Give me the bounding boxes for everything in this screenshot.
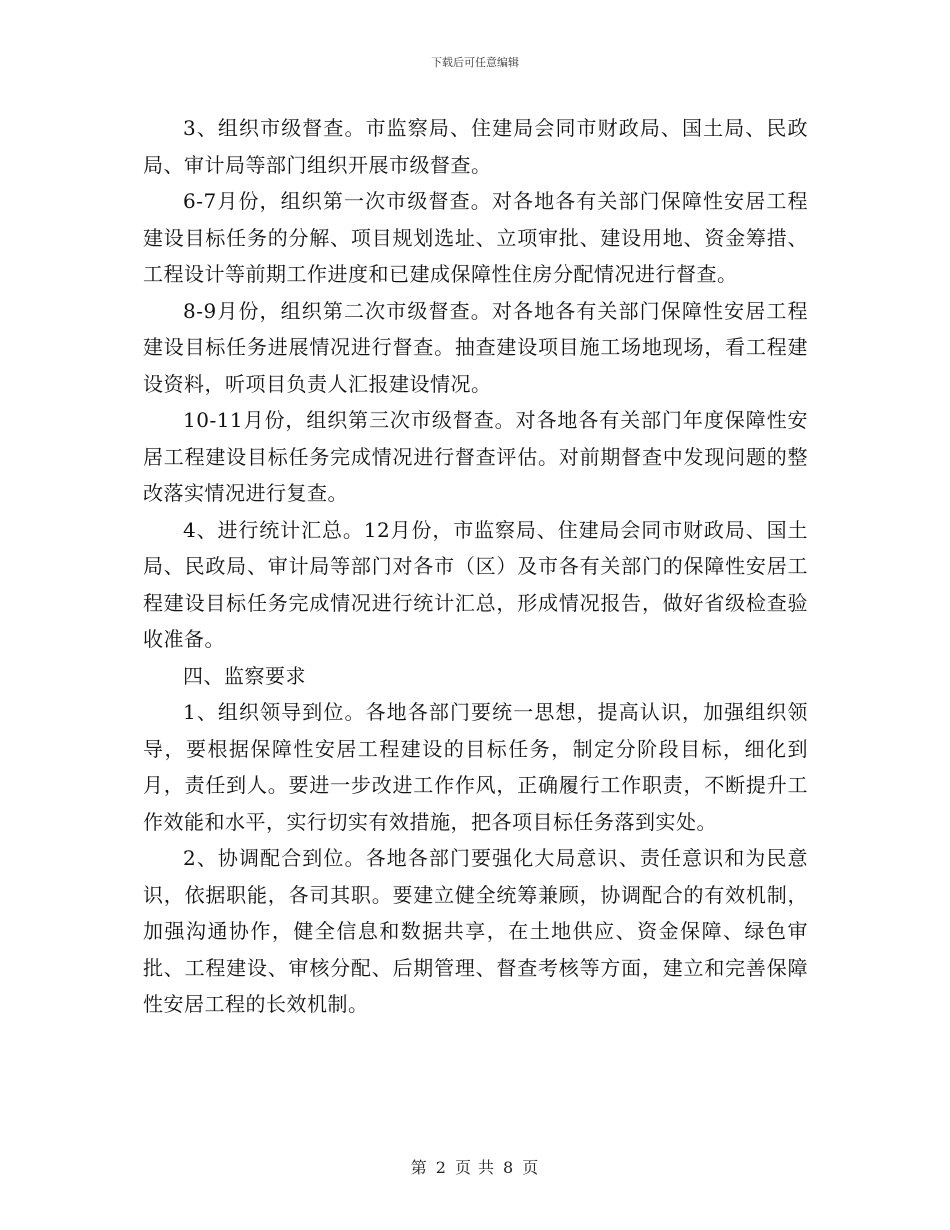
page-footer [0, 1155, 950, 1178]
paragraph-municipal-inspection: 3、组织市级督查。市监察局、住建局会同市财政局、国土局、民政局、审计局等部门组织开展市级督查。 [143, 116, 808, 177]
footer-suffix: 页 [522, 1158, 540, 1177]
document-body [143, 110, 808, 1023]
paragraph-third-inspection: 10-11月份，组织第三次市级督查。对各地各有关部门年度保障性安居工程建设目标任务完成情况进行督查评估。对前期督查中发现问题的整改落实情况进行复查。 [143, 408, 808, 505]
paragraph-coordination: 2、协调配合到位。各地各部门要强化大局意识、责任意识和为民意识，依据职能，各司其职。要建立健全统筹兼顾，协调配合的有效机制，加强沟通协作，健全信息和数据共享，在土地供应、资金保障、绿色审批、工程建设、审核分配、后期管理、督查考核等方面，建立和完善保障性安居工程的长效机制。 [143, 846, 808, 1016]
footer-total-pages: 8 [503, 1158, 515, 1177]
footer-prefix: 第 [410, 1158, 428, 1177]
footer-middle: 页 共 [454, 1158, 496, 1177]
paragraph-leadership: 1、组织领导到位。各地各部门要统一思想，提高认识，加强组织领导，要根据保障性安居工程建设的目标任务，制定分阶段目标，细化到月，责任到人。要进一步改进工作作风，正确履行工作职责，不断提升工作效能和水平，实行切实有效措施，把各项目标任务落到实处。 [143, 700, 808, 834]
page-header: 下载后可任意编辑 [431, 56, 519, 69]
section-heading-requirements: 四、监察要求 [183, 663, 306, 688]
paragraph-statistics-summary: 4、进行统计汇总。12月份，市监察局、住建局会同市财政局、国土局、民政局、审计局等部门对各市（区）及市各有关部门的保障性安居工程建设目标任务完成情况进行统计汇总，形成情况报告，做好省级检查验收准备。 [143, 517, 808, 651]
paragraph-second-inspection: 8-9月份，组织第二次市级督查。对各地各有关部门保障性安居工程建设目标任务进展情况进行督查。抽查建设项目施工场地现场，看工程建设资料，听项目负责人汇报建设情况。 [143, 298, 808, 396]
footer-page-number: 2 [435, 1158, 447, 1177]
paragraph-first-inspection: 6-7月份，组织第一次市级督查。对各地各有关部门保障性安居工程建设目标任务的分解、项目规划选址、立项审批、建设用地、资金筹措、工程设计等前期工作进度和已建成保障性住房分配情况进行督查。 [143, 189, 808, 286]
